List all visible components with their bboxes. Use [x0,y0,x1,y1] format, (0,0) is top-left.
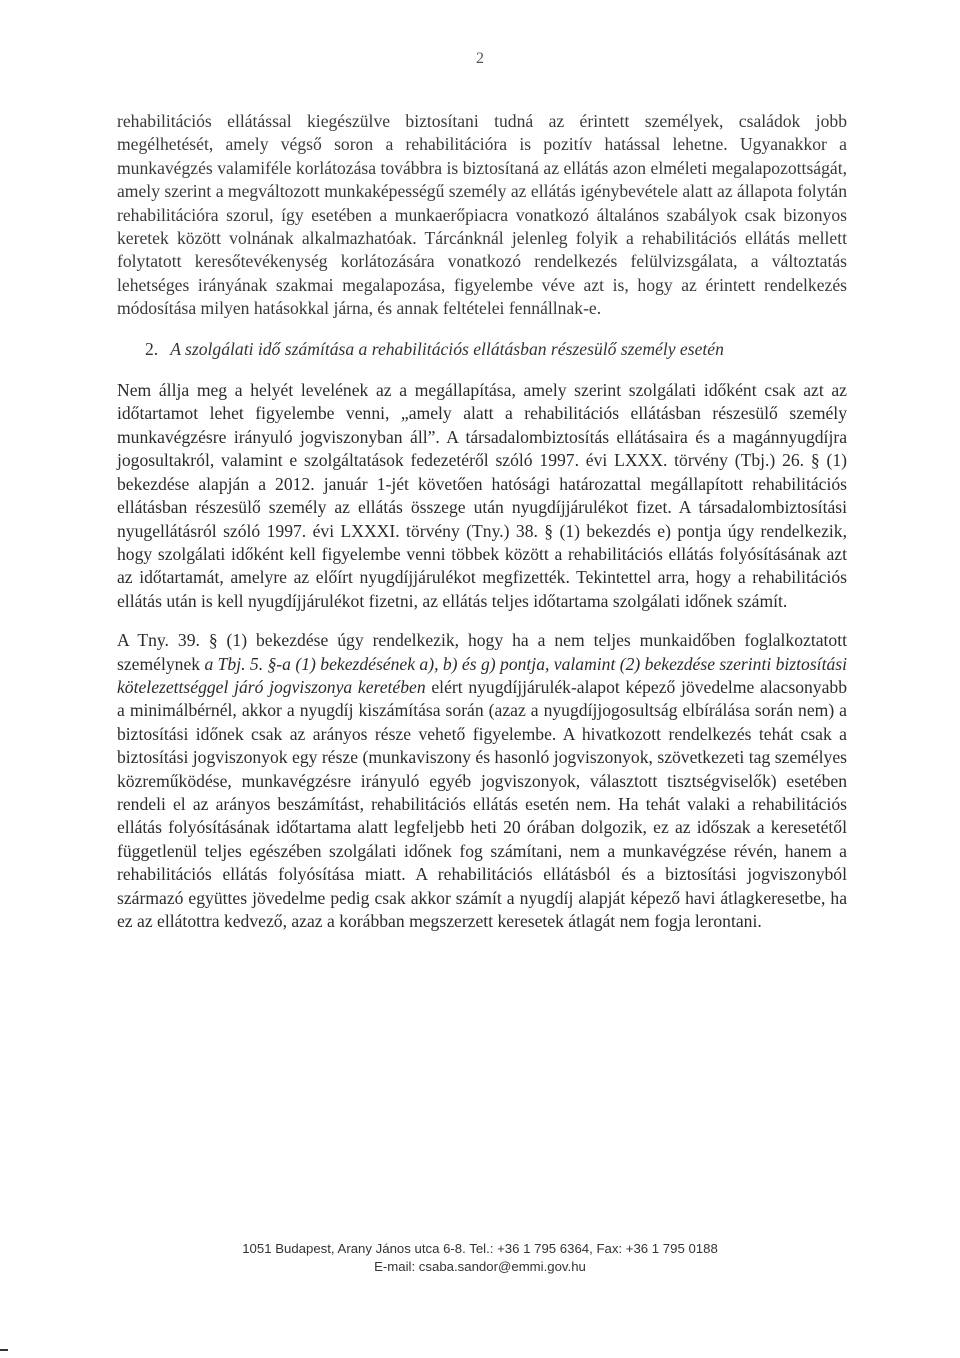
paragraph-tny-39-start: A Tny. 39. § (1) bekezdése úgy rendelkezik, hogy ha a nem teljes munkaidőben foglalkoztatott személynek [117,630,847,674]
footer [0,1240,960,1276]
section-number: 2. [145,338,159,359]
paragraph-tny-39 [117,629,847,933]
paragraph-service-time: Nem állja meg a helyét levelének az a megállapítása, amely szerint szolgálati időként csak azt az időtartamot lehet figyelembe venni, „amely alatt a rehabilitációs ellátásban részesülő személy munkavégzésre irányuló jogviszonyban áll”. A társadalombiztosítás ellátásaira és a magánnyugdíjra jogosultakról, valamint e szolgáltatások fedezetéről szóló 1997. évi LXXX. törvény (Tbj.) 26. § (1) bekezdése alapján a 2012. január 1-jét követően hatósági határozattal megállapított rehabilitációs ellátásban részesülő személy az ellátás összege után nyugdíjjárulékot fizet. A társadalombiztosítási nyugellátásról szóló 1997. évi LXXXI. törvény (Tny.) 38. § (1) bekezdés e) pontja úgy rendelkezik, hogy szolgálati időként kell figyelembe venni többek között a rehabilitációs ellátás folyósításának azt az időtartamát, amelyre az előírt nyugdíjjárulékot megfizették. Tekintettel arra, hogy a rehabilitációs ellátás után is kell nyugdíjjárulékot fizetni, az ellátás teljes időtartama szolgálati időnek számít. [117,380,847,611]
paragraph-rehabilitation-employment: rehabilitációs ellátással kiegészülve biztosítani tudná az érintett személyek, családok jobb megélhetését, amely végső soron a rehabilitációra is pozitív hatással lehetne. Ugyanakkor a munkavégzés valamiféle korlátozása továbbra is biztosítaná az ellátás azon elméleti megalapozottságát, amely szerint a megváltozott munkaképességű személy az ellátás igénybevétele alatt az állapota folytán rehabilitációra szorul, így esetében a munkaerőpiacra vonatkozó általános szabályok csak bizonyos keretek között volnának alkalmazhatóak. Tárcánknál jelenleg folyik a rehabilitációs ellátás mellett folytatott keresőtevékenység korlátozására vonatkozó rendelkezés felülvizsgálata, a változtatás lehetséges irányának szakmai megalapozása, figyelembe véve azt is, hogy az érintett rendelkezés módosítása milyen hatásokkal járna, és annak feltételei fennállnak-e. [117,111,847,319]
footer-address: 1051 Budapest, Arany János utca 6-8. Tel.: +36 1 795 6364, Fax: +36 1 795 0188 [242,1241,718,1256]
letter-body [117,110,847,933]
footer-email: E-mail: csaba.sandor@emmi.gov.hu [374,1259,586,1274]
paragraph-tny-39-italic: a Tbj. 5. §-a (1) bekezdésének a), b) és g) pontja, valamint (2) bekezdése szerinti biztosítási kötelezettséggel járó jogviszonya keretében [117,653,847,697]
section-title: A szolgálati idő számítása a rehabilitációs ellátásban részesülő személy esetén [170,338,724,359]
paragraph-tny-39-end: elért nyugdíjjárulék-alapot képező jövedelme alacsonyabb a minimálbérnél, akkor a nyugdíj kiszámítása során (azaz a nyugdíjjogosultság elbírálása során nem) a biztosítási időnek csak az arányos része vehető figyelembe. A hivatkozott rendelkezés tehát csak a biztosítási jogviszonyok egy része (munkaviszony és hasonló jogviszonyok, szövetkezeti tag személyes közreműködése, munkavégzésre irányuló egyéb jogviszonyok, választott tisztségviselők) esetében rendeli el az arányos beszámítást, rehabilitációs ellátás esetén nem. Ha tehát valaki a rehabilitációs ellátás folyósításának időtartama alatt legfeljebb heti 20 órában dolgozik, ez az időszak a keresetétől függetlenül teljes egészében szolgálati időnek fog számítani, nem a munkavégzése révén, hanem a rehabilitációs ellátás folyósítása miatt. A rehabilitációs ellátásból és a biztosítási jogviszonyból származó együttes jövedelme pedig csak akkor számít a nyugdíj alapját képező havi átlagkeresetbe, ha ez az ellátottra kedvező, azaz a korábban megszerzett keresetek átlagát nem fogja lerontani. [117,676,847,931]
page-number: 2 [476,50,484,67]
section-heading [117,338,847,361]
margin-mark [0,1349,8,1351]
